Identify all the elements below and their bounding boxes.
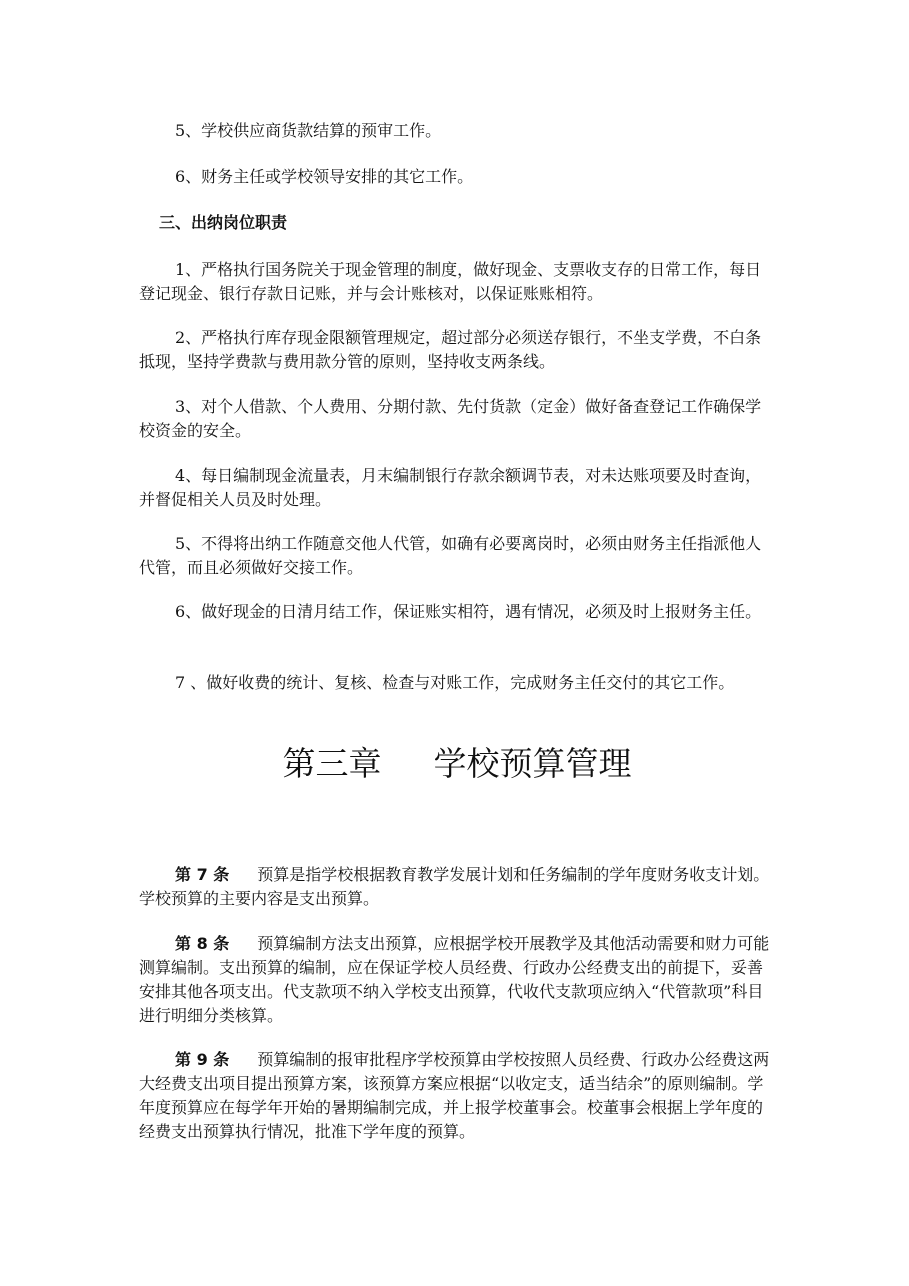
article-number: 第 9 条 [175, 1050, 230, 1069]
duty-item-1: 1、严格执行国务院关于现金管理的制度，做好现金、支票收支存的日常工作，每日登记现金、银行存款日记账，并与会计账核对，以保证账账相符。 [139, 260, 762, 303]
duty-item-4: 4、每日编制现金流量表，月末编制银行存款余额调节表，对未达账项要及时查询，并督促相关人员及时处理。 [139, 466, 762, 509]
chapter-heading [139, 740, 775, 788]
duty-item-6: 6、做好现金的日清月结工作，保证账实相符，遇有情况，必须及时上报财务主任。 [175, 602, 762, 621]
article-9 [139, 1048, 775, 1144]
duty-item-5: 5、不得将出纳工作随意交他人代管，如确有必要离岗时，必须由财务主任指派他人代管，而且必须做好交接工作。 [139, 534, 762, 577]
duty-item-3: 3、对个人借款、个人费用、分期付款、先付货款（定金）做好备查登记工作确保学校资金的安全。 [139, 397, 762, 440]
duty-item-2: 2、严格执行库存现金限额管理规定，超过部分必须送存银行，不坐支学费，不白条抵现，坚持学费款与费用款分管的原则，坚持收支两条线。 [139, 328, 762, 371]
article-7 [139, 863, 775, 911]
article-number: 第 8 条 [175, 934, 230, 953]
article-8 [139, 932, 775, 1028]
section-heading: 三、出纳岗位职责 [159, 213, 288, 232]
duty-item-7: 7 、做好收费的统计、复核、检查与对账工作，完成财务主任交付的其它工作。 [175, 673, 735, 692]
article-number: 第 7 条 [175, 865, 230, 884]
chapter-title: 学校预算管理 [433, 744, 632, 783]
article-text: 预算是指学校根据教育教学发展计划和任务编制的学年度财务收支计划。学校预算的主要内容是支出预算。 [139, 865, 770, 908]
prev-item-5: 5、学校供应商货款结算的预审工作。 [175, 121, 442, 140]
article-text: 预算编制方法支出预算，应根据学校开展教学及其他活动需要和财力可能测算编制。支出预算的编制，应在保证学校人员经费、行政办公经费支出的前提下，妥善安排其他各项支出。代支款项不纳入学校支出预算，代收代支款项应纳入“代管款项”科目进行明细分类核算。 [139, 934, 770, 1025]
article-text: 预算编制的报审批程序学校预算由学校按照人员经费、行政办公经费这两大经费支出项目提出预算方案，该预算方案应根据“以收定支，适当结余”的原则编制。学年度预算应在每学年开始的暑期编制完成，并上报学校董事会。校董事会根据上学年度的经费支出预算执行情况，批准下学年度的预算。 [139, 1050, 770, 1141]
chapter-number: 第三章 [282, 744, 382, 783]
prev-item-6: 6、财务主任或学校领导安排的其它工作。 [175, 167, 474, 186]
